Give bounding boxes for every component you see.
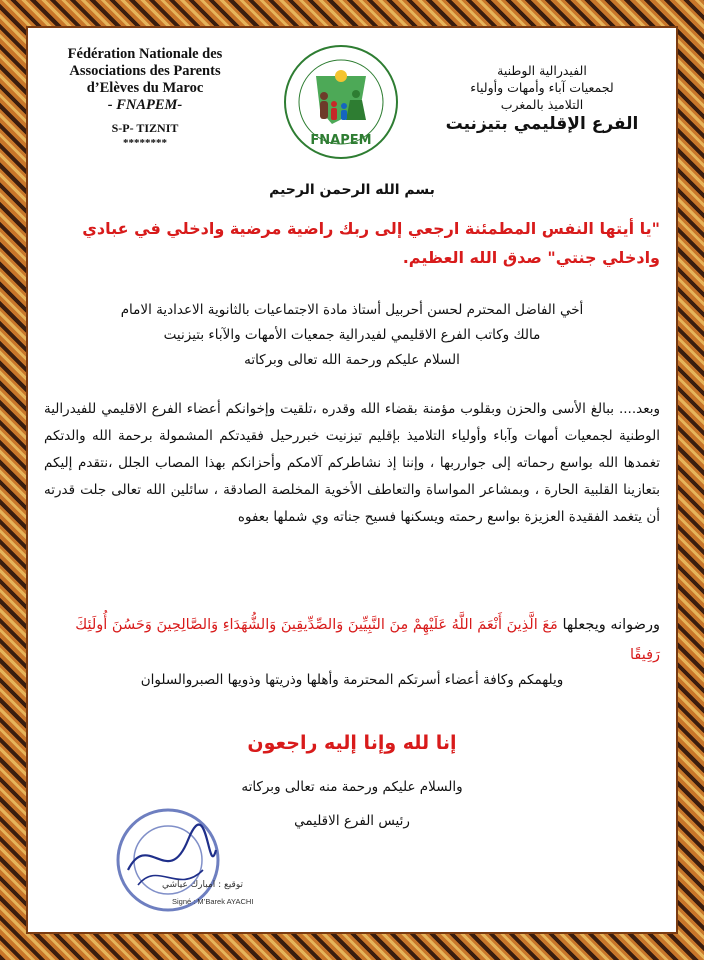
- branch-name: الفرع الإقليمي بتيزنيت: [445, 114, 639, 134]
- fnapem-logo: [276, 40, 406, 170]
- condolence-line: ويلهمكم وكافة أعضاء أسرتكم المحترمة وأهلها وذريتها وذويها الصبروالسلوان: [140, 672, 564, 688]
- org-name-line3: d’Elèves du Maroc: [86, 80, 204, 96]
- inna-lillah: إنا لله وإنا إليه راجعون: [247, 732, 457, 754]
- federation-line3: التلاميذ بالمغرب: [500, 97, 584, 112]
- verse-text: "يا أيتها النفس المطمئنة ارجعي إلى ربك راضية مرضية وادخلي في عبادي وادخلي جنتي": [82, 219, 660, 267]
- basmala: بسم الله الرحمن الرحيم: [269, 182, 435, 198]
- opening-verse: [44, 214, 660, 272]
- logo-text: FNAPEM: [310, 133, 372, 148]
- federation-line1: الفيدرالية الوطنية: [497, 63, 587, 78]
- quran-verse: [44, 610, 660, 670]
- greeting-line2: مالك وكاتب الفرع الاقليمي لفيدرالية جمعيات الأمهات والآباء بتيزنيت: [163, 327, 541, 343]
- header-french: [40, 46, 250, 149]
- signatory-title: رئيس الفرع الاقليمي: [294, 813, 410, 829]
- org-name-line1: Fédération Nationale des: [67, 46, 223, 62]
- federation-line2: لجمعيات آباء وأمهات وأولياء: [470, 80, 614, 95]
- header-arabic: [442, 62, 642, 135]
- greeting-block: [44, 298, 660, 373]
- quran-prefix: ورضوانه ويجعلها: [562, 617, 660, 633]
- verse-reference: صدق الله العظيم.: [402, 248, 542, 267]
- signature-latin: Signé : M’Barek AYACHI: [172, 897, 254, 906]
- closing-greeting: والسلام عليكم ورحمة منه تعالى وبركاته: [241, 779, 463, 795]
- greeting-line1: أخي الفاضل المحترم لحسن أحربيل أستاذ مادة الاجتماعيات بالثانوية الاعدادية الامام: [120, 302, 584, 318]
- branch-code: S-P- TIZNIT: [111, 121, 179, 135]
- org-name-line2: Associations des Parents: [69, 63, 221, 79]
- main-paragraph: وبعد.... ببالغ الأسى والحزن وبقلوب مؤمنة بقضاء الله وقدره ،تلقيت وإخوانكم أعضاء الفرع الاقليمي للفيدرالية الوطنية لجمعيات أمهات وآباء وأولياء التلاميذ بإقليم تيزنيت خبررحيل فقيدتكم المشمولة برحمة الله والدتكم تغمدها الله بواسع رحماته إلى جوارربها ، وإننا إذ نشاطركم آلامكم وأحزانكم بهذا المصاب الجلل ،نتقدم إليكم بتعازينا القلبية الحارة ، وبمشاعر المواساة والتعاطف الأخوية المخلصة الصادقة ، سائلين الله تعالى جلت قدرته أن يتغمد الفقيدة العزيزة بواسع رحمته ويسكنها فسيح جناته وي شملها بعفوه: [44, 401, 660, 525]
- separator-stars: ********: [123, 137, 167, 149]
- quran-text: مَعَ الَّذِينَ أَنْعَمَ اللَّهُ عَلَيْهِمْ مِنَ النَّبِيِّينَ وَالصِّدِّيقِينَ وَالشُّهَدَاءِ وَالصَّالِحِينَ وَحَسُنَ أُولَئِكَ رَفِيقًا: [75, 617, 660, 663]
- signature-label: توقيع : امبارك عياشي: [162, 880, 243, 890]
- greeting-line3: السلام عليكم ورحمة الله تعالى وبركاته: [244, 352, 460, 368]
- org-acronym: - FNAPEM-: [107, 97, 183, 113]
